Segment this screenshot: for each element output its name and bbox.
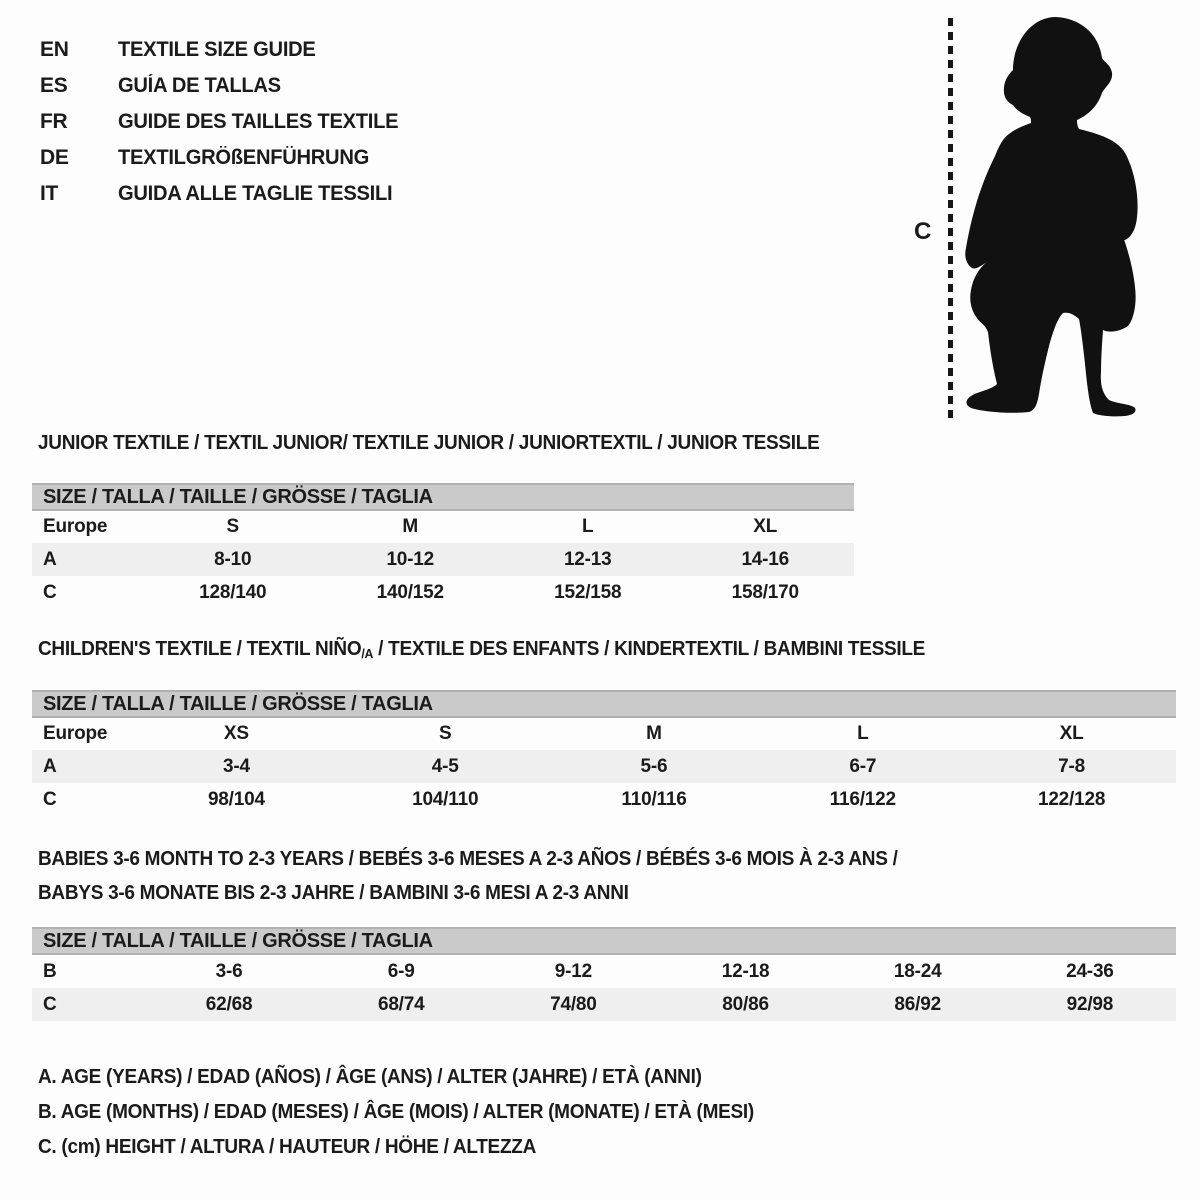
lang-code: EN bbox=[40, 38, 69, 61]
toddler-silhouette-icon bbox=[962, 13, 1144, 418]
children-section-title bbox=[38, 638, 925, 661]
table-cell: 5-6 bbox=[640, 755, 668, 777]
table-cell: 122/128 bbox=[1037, 788, 1106, 810]
row-label: C bbox=[43, 581, 57, 603]
lang-title: GUÍA DE TALLAS bbox=[118, 74, 281, 97]
height-measure-dotted-line bbox=[948, 18, 953, 418]
size-header-band: SIZE / TALLA / TAILLE / GRÖSSE / TAGLIA bbox=[32, 691, 1176, 717]
table-cell: 6-9 bbox=[387, 960, 415, 982]
junior-row-age bbox=[32, 543, 854, 576]
height-measure-label: C bbox=[914, 218, 932, 245]
column-header: S bbox=[226, 516, 239, 537]
table-cell: 98/104 bbox=[207, 788, 265, 810]
legend-line-a: A. AGE (YEARS) / EDAD (AÑOS) / ÂGE (ANS) / ALTER (JAHRE) / ETÀ (ANNI) bbox=[38, 1066, 702, 1088]
table-cell: 104/110 bbox=[412, 788, 479, 810]
column-header: L bbox=[582, 516, 594, 537]
lang-code: DE bbox=[40, 146, 69, 169]
table-cell: 68/74 bbox=[377, 993, 425, 1015]
table-cell: 18-24 bbox=[893, 960, 942, 982]
size-header-band: SIZE / TALLA / TAILLE / GRÖSSE / TAGLIA bbox=[32, 484, 854, 510]
lang-row-fr bbox=[40, 104, 410, 140]
children-column-header-row bbox=[32, 717, 1176, 750]
table-cell: 110/116 bbox=[621, 788, 687, 810]
lang-row-it bbox=[40, 176, 410, 212]
column-header: XL bbox=[1059, 723, 1084, 744]
lang-title: TEXTILE SIZE GUIDE bbox=[118, 38, 316, 61]
babies-title-line2: BABYS 3-6 MONATE BIS 2-3 JAHRE / BAMBINI 3-6 MESI A 2-3 ANNI bbox=[38, 882, 629, 904]
column-header: XS bbox=[223, 723, 249, 744]
column-header: M bbox=[402, 516, 419, 537]
table-cell: 12-18 bbox=[721, 960, 770, 982]
row-label: A bbox=[43, 755, 57, 777]
row-label: B bbox=[43, 960, 57, 982]
table-cell: 152/158 bbox=[554, 581, 622, 603]
junior-section-title: JUNIOR TEXTILE / TEXTIL JUNIOR/ TEXTILE JUNIOR / JUNIORTEXTIL / JUNIOR TESSILE bbox=[38, 432, 820, 454]
legend-line-c: C. (cm) HEIGHT / ALTURA / HAUTEUR / HÖHE / ALTEZZA bbox=[38, 1136, 537, 1158]
table-cell: 128/140 bbox=[199, 581, 267, 603]
measurement-legend bbox=[38, 1060, 792, 1165]
column-header: M bbox=[646, 723, 662, 744]
table-cell: 80/86 bbox=[722, 993, 769, 1015]
language-title-list bbox=[40, 32, 410, 212]
table-cell: 24-36 bbox=[1066, 960, 1114, 982]
babies-row-height bbox=[32, 988, 1176, 1021]
children-row-height bbox=[32, 783, 1176, 816]
lang-title: GUIDA ALLE TAGLIE TESSILI bbox=[118, 182, 393, 205]
children-title-prefix: CHILDREN'S TEXTILE / TEXTIL NIÑO bbox=[38, 638, 362, 660]
lang-title: GUIDE DES TAILLES TEXTILE bbox=[118, 110, 399, 133]
table-cell: 74/80 bbox=[550, 993, 597, 1015]
row-label: C bbox=[43, 788, 57, 810]
row-label: C bbox=[43, 993, 57, 1015]
children-title-sub: /A bbox=[361, 646, 374, 661]
lang-code: ES bbox=[40, 74, 68, 97]
table-cell: 158/170 bbox=[731, 581, 799, 603]
column-header: Europe bbox=[43, 516, 108, 537]
junior-column-header-row bbox=[32, 510, 854, 543]
row-label: A bbox=[43, 548, 57, 570]
children-row-age bbox=[32, 750, 1176, 783]
table-cell: 10-12 bbox=[386, 548, 435, 570]
table-cell: 12-13 bbox=[563, 548, 612, 570]
table-cell: 3-4 bbox=[222, 755, 250, 777]
size-header-band: SIZE / TALLA / TAILLE / GRÖSSE / TAGLIA bbox=[32, 928, 1176, 954]
babies-row-months bbox=[32, 954, 1176, 988]
junior-size-table bbox=[32, 483, 854, 609]
table-cell: 8-10 bbox=[214, 548, 252, 570]
babies-section-title bbox=[38, 842, 898, 910]
column-header: Europe bbox=[43, 723, 108, 744]
table-cell: 62/68 bbox=[205, 993, 253, 1015]
table-cell: 9-12 bbox=[554, 960, 592, 982]
junior-row-height bbox=[32, 576, 854, 609]
children-size-table bbox=[32, 690, 1176, 816]
table-cell: 7-8 bbox=[1058, 755, 1086, 777]
lang-code: IT bbox=[40, 182, 59, 205]
column-header: S bbox=[438, 723, 452, 744]
table-cell: 4-5 bbox=[431, 755, 459, 777]
lang-code: FR bbox=[40, 110, 68, 133]
babies-size-table bbox=[32, 927, 1176, 1021]
children-title-suffix: / TEXTILE DES ENFANTS / KINDERTEXTIL / BAMBINI TESSILE bbox=[373, 638, 926, 660]
lang-row-es bbox=[40, 68, 410, 104]
table-cell: 116/122 bbox=[829, 788, 896, 810]
table-cell: 86/92 bbox=[894, 993, 941, 1015]
lang-row-de bbox=[40, 140, 410, 176]
table-cell: 3-6 bbox=[215, 960, 243, 982]
column-header: XL bbox=[753, 516, 778, 537]
babies-title-line1: BABIES 3-6 MONTH TO 2-3 YEARS / BEBÉS 3-6 MESES A 2-3 AÑOS / BÉBÉS 3-6 MOIS À 2-3 ANS / bbox=[38, 848, 898, 870]
column-header: L bbox=[857, 723, 869, 744]
table-cell: 140/152 bbox=[376, 581, 444, 603]
lang-row-en bbox=[40, 32, 410, 68]
table-cell: 14-16 bbox=[741, 548, 790, 570]
table-cell: 92/98 bbox=[1066, 993, 1114, 1015]
legend-line-b: B. AGE (MONTHS) / EDAD (MESES) / ÂGE (MOIS) / ALTER (MONATE) / ETÀ (MESI) bbox=[38, 1101, 754, 1123]
table-cell: 6-7 bbox=[849, 755, 877, 777]
lang-title: TEXTILGRÖßENFÜHRUNG bbox=[118, 146, 370, 169]
